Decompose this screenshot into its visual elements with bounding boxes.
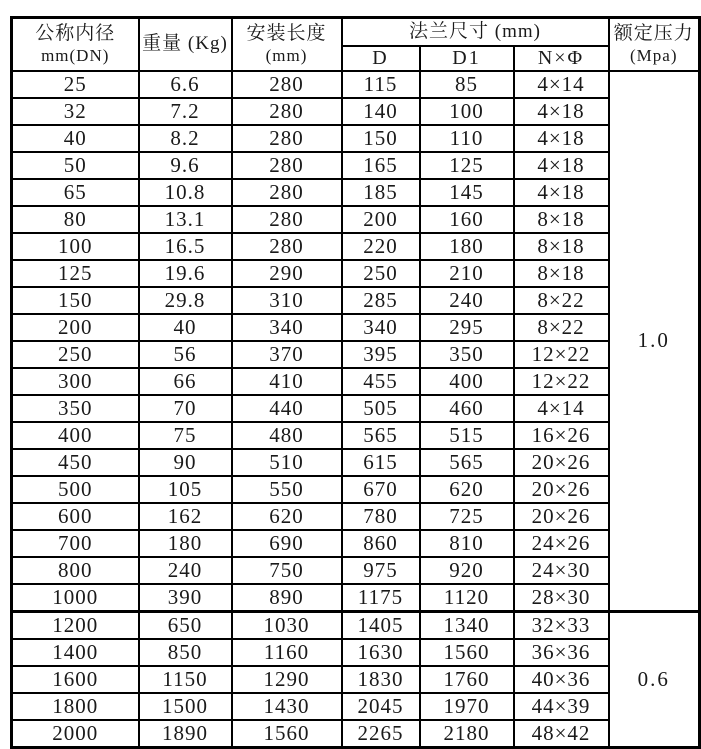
table-cell: 75 [139,422,232,449]
table-cell: 890 [232,584,342,612]
table-cell: 150 [12,287,139,314]
table-cell: 44×39 [514,693,609,720]
table-cell: 19.6 [139,260,232,287]
table-cell: 510 [232,449,342,476]
header-row-top [12,18,700,46]
table-cell: 1430 [232,693,342,720]
table-cell: 280 [232,125,342,152]
table-cell: 1290 [232,666,342,693]
table-cell: 25 [12,71,139,98]
table-cell: 85 [420,71,514,98]
table-cell: 115 [342,71,420,98]
table-cell: 1830 [342,666,420,693]
table-row [12,611,700,639]
table-cell: 290 [232,260,342,287]
table-cell: 1150 [139,666,232,693]
table-cell: 40×36 [514,666,609,693]
table-cell: 295 [420,314,514,341]
table-cell: 90 [139,449,232,476]
table-cell: 40 [12,125,139,152]
header-nominal-diameter [12,18,139,71]
table-cell: 400 [420,368,514,395]
table-cell: 125 [12,260,139,287]
table-cell: 850 [139,639,232,666]
table-cell: 200 [12,314,139,341]
pressure-value: 1.0 [609,71,700,612]
table-cell: 280 [232,152,342,179]
table-cell: 12×22 [514,368,609,395]
table-row [12,125,700,152]
table-cell: 12×22 [514,341,609,368]
header-flange-d: D [342,46,420,71]
table-cell: 280 [232,98,342,125]
table-cell: 220 [342,233,420,260]
table-cell: 4×14 [514,395,609,422]
table-cell: 200 [342,206,420,233]
table-cell: 2000 [12,720,139,748]
table-row [12,720,700,748]
spec-table [10,16,701,749]
table-cell: 180 [139,530,232,557]
table-row [12,179,700,206]
pressure-value: 0.6 [609,611,700,747]
table-row [12,152,700,179]
table-cell: 700 [12,530,139,557]
table-cell: 370 [232,341,342,368]
table-row [12,71,700,98]
header-nominal-diameter-line1: 公称内径 [35,23,116,45]
table-cell: 185 [342,179,420,206]
table-body [12,71,700,748]
table-cell: 1200 [12,611,139,639]
table-cell: 460 [420,395,514,422]
table-cell: 100 [12,233,139,260]
table-cell: 250 [12,341,139,368]
table-cell: 620 [232,503,342,530]
table-cell: 1760 [420,666,514,693]
table-cell: 180 [420,233,514,260]
table-cell: 4×18 [514,98,609,125]
table-cell: 480 [232,422,342,449]
table-cell: 8×22 [514,287,609,314]
table-cell: 1405 [342,611,420,639]
table-cell: 750 [232,557,342,584]
table-cell: 160 [420,206,514,233]
table-cell: 8.2 [139,125,232,152]
table-row [12,233,700,260]
table-cell: 690 [232,530,342,557]
table-cell: 4×18 [514,152,609,179]
table-row [12,260,700,287]
table-row [12,98,700,125]
table-row [12,639,700,666]
table-cell: 1600 [12,666,139,693]
table-cell: 1560 [232,720,342,748]
table-cell: 1120 [420,584,514,612]
table-cell: 80 [12,206,139,233]
table-cell: 300 [12,368,139,395]
table-cell: 1500 [139,693,232,720]
table-cell: 6.6 [139,71,232,98]
table-cell: 725 [420,503,514,530]
header-install-length-line1: 安装长度 [246,23,327,45]
table-cell: 515 [420,422,514,449]
table-cell: 975 [342,557,420,584]
table-cell: 620 [420,476,514,503]
header-install-length-line2: (mm) [265,46,308,66]
table-cell: 32 [12,98,139,125]
table-cell: 450 [12,449,139,476]
header-flange-size-group: 法兰尺寸 (mm) [342,18,609,46]
table-row [12,693,700,720]
table-cell: 240 [420,287,514,314]
table-cell: 8×22 [514,314,609,341]
table-cell: 400 [12,422,139,449]
table-cell: 340 [232,314,342,341]
table-cell: 20×26 [514,503,609,530]
table-row [12,584,700,612]
header-install-length [232,18,342,71]
table-cell: 32×33 [514,611,609,639]
table-cell: 810 [420,530,514,557]
table-cell: 350 [420,341,514,368]
table-cell: 66 [139,368,232,395]
table-cell: 800 [12,557,139,584]
table-cell: 340 [342,314,420,341]
header-rated-pressure-line1: 额定压力 [613,23,694,45]
table-cell: 600 [12,503,139,530]
table-cell: 24×26 [514,530,609,557]
table-row [12,287,700,314]
table-cell: 1970 [420,693,514,720]
table-row [12,206,700,233]
table-cell: 780 [342,503,420,530]
header-weight: 重量 (Kg) [139,18,232,71]
table-cell: 145 [420,179,514,206]
header-rated-pressure [609,18,700,71]
table-cell: 1800 [12,693,139,720]
table-cell: 140 [342,98,420,125]
table-cell: 2045 [342,693,420,720]
table-cell: 4×14 [514,71,609,98]
table-row [12,368,700,395]
table-cell: 2180 [420,720,514,748]
table-row [12,530,700,557]
table-cell: 280 [232,179,342,206]
table-cell: 1890 [139,720,232,748]
table-cell: 565 [420,449,514,476]
table-cell: 16×26 [514,422,609,449]
table-cell: 10.8 [139,179,232,206]
table-cell: 1030 [232,611,342,639]
table-cell: 285 [342,287,420,314]
table-cell: 4×18 [514,125,609,152]
table-cell: 505 [342,395,420,422]
table-cell: 20×26 [514,449,609,476]
table-cell: 29.8 [139,287,232,314]
table-cell: 24×30 [514,557,609,584]
table-cell: 70 [139,395,232,422]
table-cell: 4×18 [514,179,609,206]
table-cell: 350 [12,395,139,422]
table-cell: 13.1 [139,206,232,233]
table-cell: 20×26 [514,476,609,503]
table-cell: 1000 [12,584,139,612]
table-cell: 1175 [342,584,420,612]
table-cell: 920 [420,557,514,584]
table-cell: 440 [232,395,342,422]
table-cell: 16.5 [139,233,232,260]
table-cell: 40 [139,314,232,341]
table-cell: 9.6 [139,152,232,179]
table-cell: 162 [139,503,232,530]
table-cell: 8×18 [514,233,609,260]
table-cell: 1340 [420,611,514,639]
header-rated-pressure-line2: (Mpa) [630,46,678,66]
table-row [12,666,700,693]
table-cell: 500 [12,476,139,503]
header-nominal-diameter-line2: mm(DN) [41,46,110,66]
table-cell: 280 [232,233,342,260]
table-row [12,395,700,422]
table-cell: 1400 [12,639,139,666]
table-cell: 7.2 [139,98,232,125]
table-header [12,18,700,71]
header-flange-d1: D1 [420,46,514,71]
table-cell: 28×30 [514,584,609,612]
table-cell: 125 [420,152,514,179]
table-cell: 8×18 [514,260,609,287]
table-cell: 48×42 [514,720,609,748]
table-cell: 250 [342,260,420,287]
table-cell: 2265 [342,720,420,748]
table-row [12,449,700,476]
table-row [12,314,700,341]
table-cell: 395 [342,341,420,368]
table-cell: 310 [232,287,342,314]
table-cell: 65 [12,179,139,206]
table-cell: 210 [420,260,514,287]
table-cell: 36×36 [514,639,609,666]
table-cell: 150 [342,125,420,152]
table-cell: 455 [342,368,420,395]
table-row [12,557,700,584]
table-cell: 280 [232,206,342,233]
table-cell: 105 [139,476,232,503]
header-flange-n-phi: N×Φ [514,46,609,71]
table-cell: 1630 [342,639,420,666]
table-cell: 565 [342,422,420,449]
table-cell: 110 [420,125,514,152]
table-cell: 860 [342,530,420,557]
table-cell: 650 [139,611,232,639]
table-cell: 50 [12,152,139,179]
table-cell: 410 [232,368,342,395]
table-row [12,476,700,503]
table-row [12,503,700,530]
table-cell: 8×18 [514,206,609,233]
table-row [12,341,700,368]
table-row [12,422,700,449]
table-cell: 56 [139,341,232,368]
table-cell: 240 [139,557,232,584]
table-cell: 390 [139,584,232,612]
table-cell: 615 [342,449,420,476]
table-cell: 1560 [420,639,514,666]
table-cell: 550 [232,476,342,503]
table-cell: 670 [342,476,420,503]
table-cell: 165 [342,152,420,179]
table-cell: 100 [420,98,514,125]
table-cell: 280 [232,71,342,98]
table-cell: 1160 [232,639,342,666]
